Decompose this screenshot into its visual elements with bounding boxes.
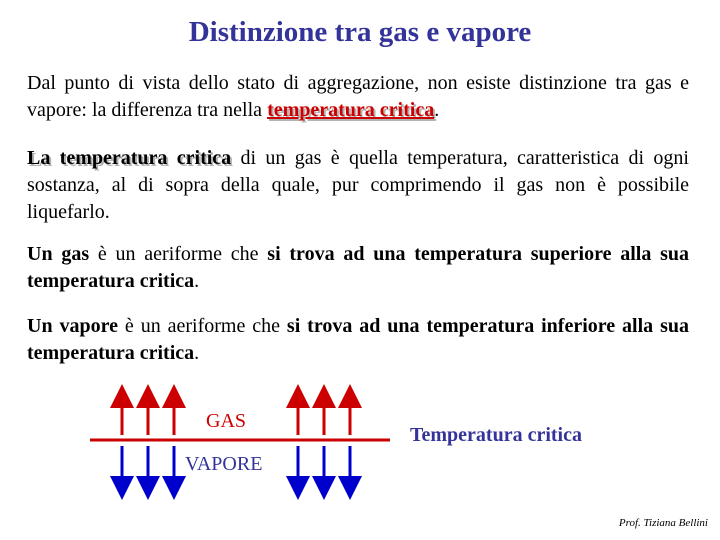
intro-end: . [434, 99, 440, 121]
vapor-text: è un aeriforme che [118, 315, 287, 337]
paragraph-gas [27, 241, 689, 295]
author-credit: Prof. Tiziana Bellini [618, 517, 708, 529]
vapor-end: . [194, 342, 200, 364]
vapor-condition: si trova ad una temperatura inferiore alla sua temperatura critica [27, 315, 689, 364]
definition-highlight: La temperatura critica [27, 147, 232, 169]
phase-diagram [0, 380, 720, 520]
intro-highlight: temperatura critica [267, 99, 435, 121]
paragraph-definition [27, 145, 689, 226]
definition-text: di un gas è quella temperatura, caratteristica di ogni sostanza, al di sopra della quale, pur comprimendo il gas non è possibile liquefarlo. [27, 147, 689, 223]
gas-condition: si trova ad una temperatura superiore alla sua temperatura critica [27, 243, 690, 292]
gas-text: è un aeriforme che [89, 243, 268, 265]
page-title: Distinzione tra gas e vapore [188, 16, 532, 48]
paragraph-intro [27, 70, 689, 124]
critical-temperature-label: Temperatura critica [410, 424, 582, 446]
vapor-label: VAPORE [185, 453, 263, 475]
paragraph-vapor [27, 313, 689, 367]
gas-label: GAS [206, 410, 247, 432]
intro-text: Dal punto di vista dello stato di aggregazione, non esiste distinzione tra gas e vapore: la differenza tra nella [27, 72, 689, 121]
gas-end: . [194, 270, 200, 292]
vapor-term: Un vapore [27, 315, 118, 337]
gas-term: Un gas [27, 243, 90, 265]
